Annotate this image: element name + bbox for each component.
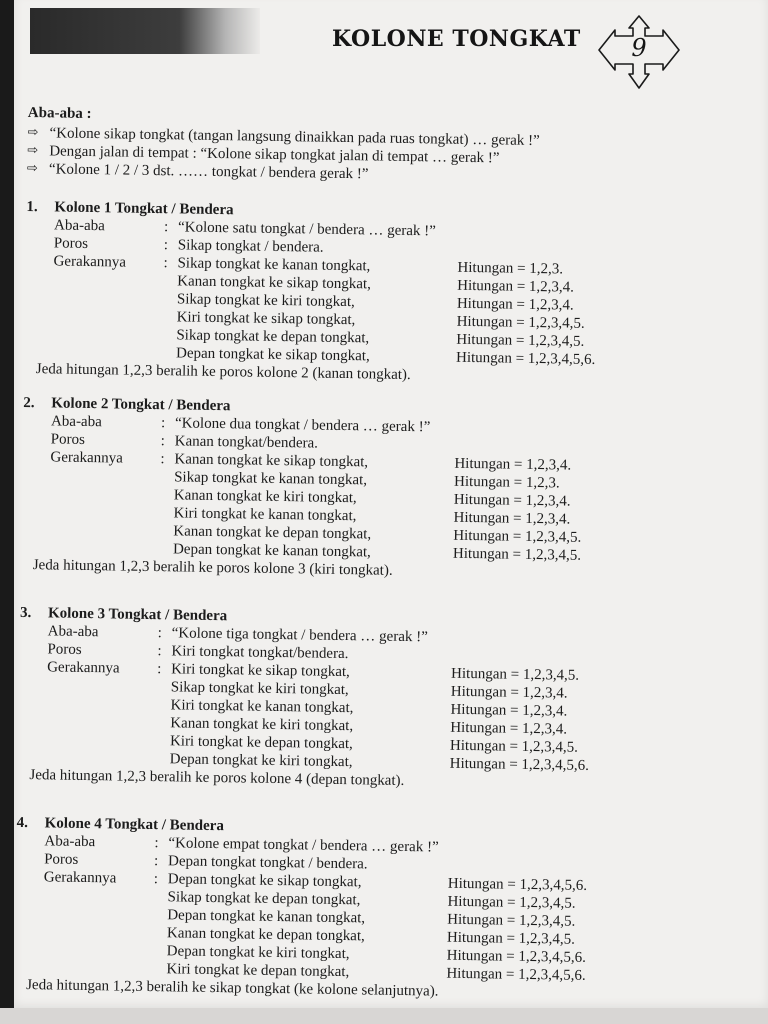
section-number: 1.	[26, 198, 38, 216]
aba-aba-label: Aba-aba	[50, 413, 102, 431]
move-text: Depan tongkat ke kiri tongkat,	[166, 943, 350, 963]
section-number: 2.	[23, 394, 35, 412]
move-hitungan: Hitungan = 1,2,3,4.	[457, 277, 575, 296]
move-text: Kanan tongkat ke kiri tongkat,	[173, 487, 357, 507]
move-hitungan: Hitungan = 1,2,3,4.	[450, 719, 568, 738]
move-text: Kiri tongkat ke depan tongkat,	[169, 733, 353, 753]
move-hitungan: Hitungan = 1,2,3,4,5.	[453, 527, 582, 546]
move-text: Kiri tongkat ke depan tongkat,	[166, 961, 350, 981]
section-number: 4.	[16, 814, 29, 832]
move-text: Sikap tongkat ke kanan tongkat,	[174, 469, 368, 489]
move-text: Kiri tongkat ke sikap tongkat,	[171, 661, 350, 681]
move-hitungan: Hitungan = 1,2,3,4.	[454, 455, 572, 474]
aba-aba-command: “Kolone tiga tongkat / bendera … gerak !”	[171, 625, 428, 646]
move-text: Kanan tongkat ke sikap tongkat,	[177, 273, 372, 293]
move-text: Kanan tongkat ke depan tongkat,	[173, 523, 372, 543]
move-hitungan: Hitungan = 1,2,3,4,5,6.	[455, 349, 596, 368]
move-hitungan: Hitungan = 1,2,3,4.	[450, 701, 568, 720]
intro-item-text: “Kolone sikap tongkat (tangan langsung dinaikkan pada ruas tongkat) … gerak !”	[49, 125, 540, 150]
poros-label: Poros	[44, 851, 79, 868]
jeda-note: Jeda hitungan 1,2,3 beralih ke poros kolone 4 (depan tongkat).	[29, 767, 405, 789]
colon: :	[160, 415, 166, 432]
header-dark-band	[30, 8, 260, 54]
move-hitungan: Hitungan = 1,2,3,4,5.	[449, 737, 579, 756]
move-text: Kanan tongkat ke depan tongkat,	[166, 925, 365, 945]
section-kolone-3	[17, 604, 740, 795]
jeda-note: Jeda hitungan 1,2,3 beralih ke poros kolone 3 (kiri tongkat).	[32, 557, 393, 579]
section-details	[46, 622, 740, 777]
poros-label: Poros	[47, 641, 82, 658]
page-title: KOLONE TONGKAT	[332, 26, 581, 52]
move-hitungan: Hitungan = 1,2,3.	[453, 473, 560, 492]
move-text: Depan tongkat ke sikap tongkat,	[175, 345, 370, 365]
poros-value: Kanan tongkat/bendera.	[174, 433, 319, 452]
move-text: Sikap tongkat ke kiri tongkat,	[176, 291, 355, 311]
colon: :	[163, 255, 168, 272]
intro-list	[27, 124, 748, 189]
move-text: Kanan tongkat ke sikap tongkat,	[174, 451, 369, 471]
poros-label: Poros	[53, 235, 89, 252]
move-hitungan: Hitungan = 1,2,3,4.	[450, 683, 568, 702]
jeda-note: Jeda hitungan 1,2,3 beralih ke poros kolone 2 (kanan tongkat).	[35, 361, 411, 384]
move-text: Kiri tongkat ke kanan tongkat,	[173, 505, 357, 525]
move-hitungan: Hitungan = 1,2,3,4,5,6.	[447, 875, 588, 894]
section-kolone-4	[14, 814, 737, 1005]
move-text: Depan tongkat ke kiri tongkat,	[169, 751, 353, 771]
move-text: Depan tongkat ke kanan tongkat,	[167, 907, 366, 927]
move-hitungan: Hitungan = 1,2,3,4,5,6.	[446, 965, 586, 984]
section-title: Kolone 3 Tongkat / Bendera	[47, 605, 228, 625]
poros-value: Sikap tongkat / bendera.	[177, 237, 324, 256]
section-details	[49, 412, 743, 567]
intro-item-text: “Kolone 1 / 2 / 3 dst. …… tongkat / bendera gerak !”	[48, 161, 369, 183]
section-details	[42, 832, 736, 987]
move-hitungan: Hitungan = 1,2,3,4,5.	[446, 929, 576, 948]
page-body	[14, 104, 748, 1005]
move-hitungan: Hitungan = 1,2,3,4.	[456, 295, 574, 314]
gerakan-label: Gerakannya	[50, 449, 124, 467]
section-number: 3.	[19, 604, 32, 622]
poros-value: Depan tongkat tongkat / bendera.	[167, 853, 368, 873]
move-hitungan: Hitungan = 1,2,3.	[457, 259, 564, 278]
poros-value: Kiri tongkat tongkat/bendera.	[171, 643, 349, 663]
section-details	[52, 216, 746, 371]
page-number: 9	[631, 34, 647, 62]
colon: :	[157, 643, 162, 660]
move-text: Kanan tongkat ke kiri tongkat,	[170, 715, 354, 735]
aba-aba-label: Aba-aba	[47, 623, 99, 641]
colon: :	[160, 433, 166, 450]
colon: :	[153, 853, 159, 870]
move-hitungan: Hitungan = 1,2,3,4,5.	[450, 665, 580, 684]
move-hitungan: Hitungan = 1,2,3,4,5.	[447, 893, 576, 912]
page-edge-shadow	[0, 1008, 768, 1024]
move-text: Depan tongkat ke kanan tongkat,	[172, 541, 371, 561]
section-title: Kolone 4 Tongkat / Bendera	[44, 815, 225, 835]
colon: :	[160, 451, 165, 468]
colon: :	[157, 661, 162, 678]
section-title: Kolone 2 Tongkat / Bendera	[51, 395, 231, 415]
hollow-arrow-right-icon: ⇨	[27, 124, 39, 141]
poros-label: Poros	[50, 431, 86, 448]
move-hitungan: Hitungan = 1,2,3,4,5.	[452, 545, 582, 564]
move-hitungan: Hitungan = 1,2,3,4.	[453, 491, 571, 510]
aba-aba-label: Aba-aba	[44, 833, 96, 851]
colon: :	[163, 219, 169, 236]
aba-aba-command: “Kolone dua tongkat / bendera … gerak !”	[174, 415, 431, 436]
gerakan-label: Gerakannya	[47, 659, 120, 677]
colon: :	[153, 871, 159, 888]
hollow-arrow-right-icon: ⇨	[27, 142, 39, 159]
move-text: Kiri tongkat ke sikap tongkat,	[176, 309, 356, 329]
colon: :	[154, 835, 159, 852]
section-title: Kolone 1 Tongkat / Bendera	[54, 199, 234, 219]
jeda-note: Jeda hitungan 1,2,3 beralih ke sikap tongkat (ke kolone selanjutnya).	[26, 977, 439, 1000]
aba-aba-command: “Kolone empat tongkat / bendera … gerak !”	[168, 835, 439, 856]
aba-aba-command: “Kolone satu tongkat / bendera … gerak !”	[177, 219, 437, 240]
section-kolone-1	[24, 198, 747, 389]
move-hitungan: Hitungan = 1,2,3,4,5.	[447, 911, 576, 930]
move-text: Sikap tongkat ke kiri tongkat,	[170, 679, 349, 699]
hollow-arrow-right-icon: ⇨	[26, 160, 39, 177]
gerakan-label: Gerakannya	[53, 253, 127, 271]
move-hitungan: Hitungan = 1,2,3,4,5,6.	[446, 947, 587, 966]
move-text: Sikap tongkat ke kanan tongkat,	[177, 255, 371, 275]
move-hitungan: Hitungan = 1,2,3,4,5.	[456, 313, 585, 332]
intro-title: Aba-aba :	[27, 104, 92, 122]
move-hitungan: Hitungan = 1,2,3,4,5.	[456, 331, 585, 350]
move-text: Sikap tongkat ke depan tongkat,	[167, 889, 361, 909]
colon: :	[157, 625, 163, 642]
aba-aba-label: Aba-aba	[53, 217, 106, 235]
move-text: Kiri tongkat ke kanan tongkat,	[170, 697, 354, 717]
move-hitungan: Hitungan = 1,2,3,4,5,6.	[449, 755, 590, 774]
section-kolone-2	[21, 394, 744, 585]
gerakan-label: Gerakannya	[43, 869, 117, 887]
colon: :	[163, 237, 169, 254]
move-text: Sikap tongkat ke depan tongkat,	[176, 327, 370, 347]
move-text: Depan tongkat ke sikap tongkat,	[167, 871, 362, 891]
intro-item-text: Dengan jalan di tempat : “Kolone sikap tongkat jalan di tempat … gerak !”	[49, 143, 500, 167]
move-hitungan: Hitungan = 1,2,3,4.	[453, 509, 571, 528]
